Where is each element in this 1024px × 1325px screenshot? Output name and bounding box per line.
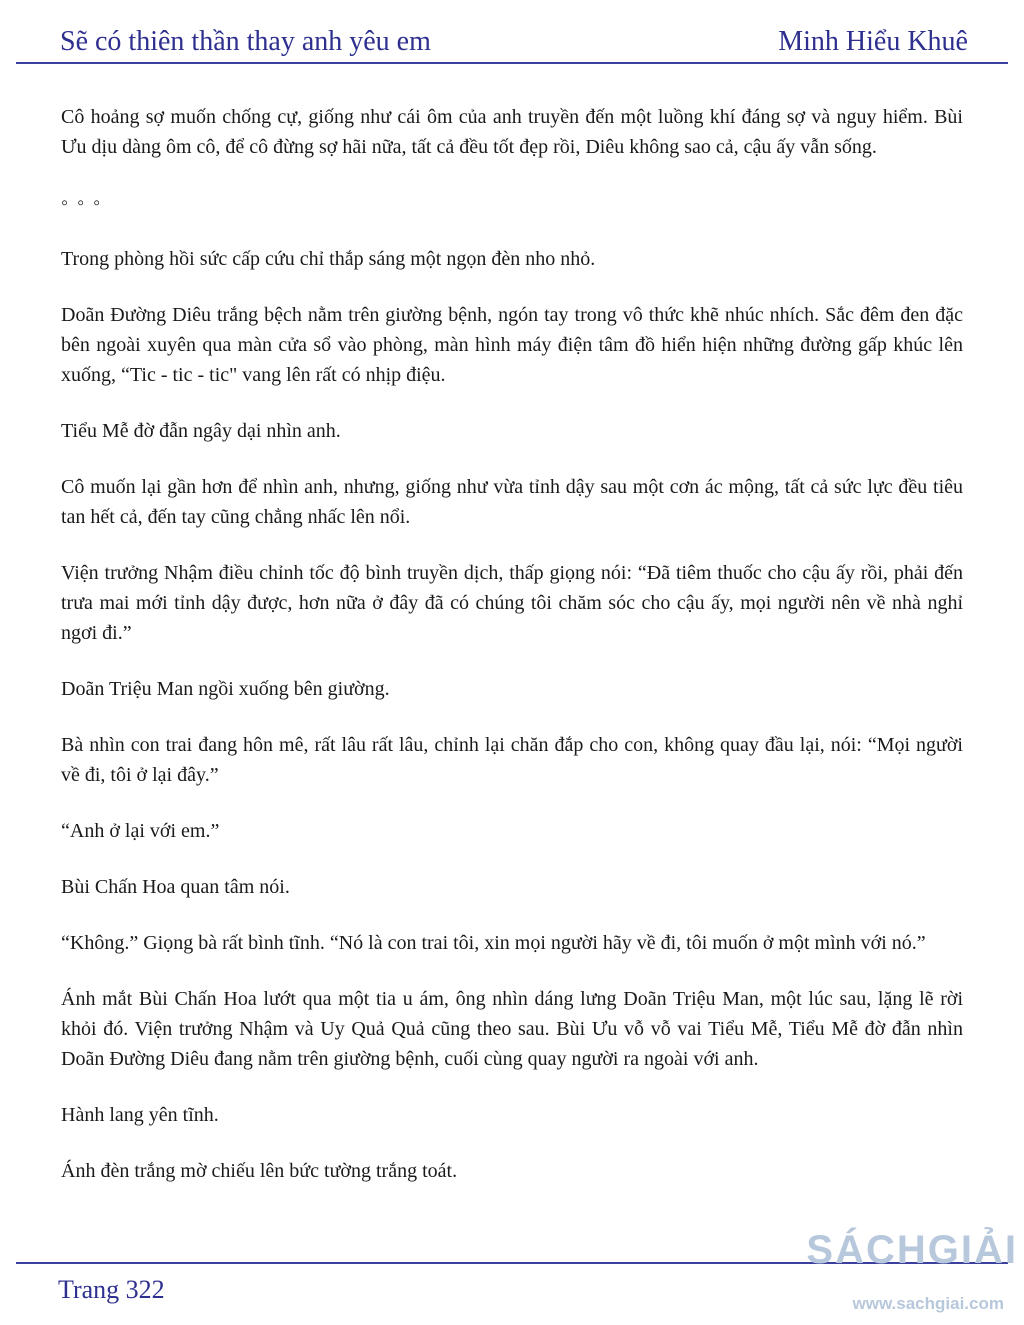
paragraph: Trong phòng hồi sức cấp cứu chỉ thắp sáng một ngọn đèn nho nhỏ.	[61, 248, 596, 270]
paragraph: “Anh ở lại với em.”	[61, 820, 220, 842]
book-title: Sẽ có thiên thần thay anh yêu em	[60, 26, 431, 57]
section-separator: ◦ ◦ ◦	[61, 192, 103, 214]
paragraph: Tiểu Mễ đờ đẫn ngây dại nhìn anh.	[61, 420, 341, 442]
paragraph: Doãn Đường Diêu trắng bệch nằm trên giường bệnh, ngón tay trong vô thức khẽ nhúc nhích. Sắc đêm đen đặc bên ngoài xuyên qua màn cửa sổ vào phòng, màn hình máy điện tâm đồ hiển hiện những đường gấp khúc lên xuống, “Tic - tic - tic" vang lên rất có nhịp điệu.	[61, 304, 963, 386]
watermark-logo: SÁCHGIẢI	[806, 1228, 1018, 1272]
page-number: Trang 322	[58, 1275, 165, 1304]
paragraph: Cô muốn lại gần hơn để nhìn anh, nhưng, giống như vừa tỉnh dậy sau một cơn ác mộng, tất cả sức lực đều tiêu tan hết cả, đến tay cũng chẳng nhấc lên nổi.	[61, 476, 963, 528]
paragraph: Hành lang yên tĩnh.	[61, 1104, 219, 1126]
paragraph: Viện trưởng Nhậm điều chỉnh tốc độ bình truyền dịch, thấp giọng nói: “Đã tiêm thuốc cho cậu ấy rồi, phải đến trưa mai mới tỉnh dậy được, hơn nữa ở đây đã có chúng tôi chăm sóc cho cậu ấy, mọi người nên về nhà nghỉ ngơi đi.”	[61, 562, 963, 644]
page-body	[61, 102, 963, 1212]
paragraph: Ánh đèn trắng mờ chiếu lên bức tường trắng toát.	[61, 1160, 458, 1182]
paragraph: Ánh mắt Bùi Chấn Hoa lướt qua một tia u ám, ông nhìn dáng lưng Doãn Triệu Man, một lúc sau, lặng lẽ rời khỏi đó. Viện trưởng Nhậm và Uy Quả Quả cũng theo sau. Bùi Ưu vỗ vỗ vai Tiểu Mễ, Tiểu Mễ đờ đẫn nhìn Doãn Đường Diêu đang nằm trên giường bệnh, cuối cùng quay người ra ngoài với anh.	[61, 988, 963, 1070]
site-watermark	[806, 1228, 1018, 1322]
paragraph: Bà nhìn con trai đang hôn mê, rất lâu rất lâu, chỉnh lại chăn đắp cho con, không quay đầu lại, nói: “Mọi người về đi, tôi ở lại đây.”	[61, 734, 963, 786]
paragraph: Cô hoảng sợ muốn chống cự, giống như cái ôm của anh truyền đến một luồng khí đáng sợ và nguy hiểm. Bùi Ưu dịu dàng ôm cô, để cô đừng sợ hãi nữa, tất cả đều tốt đẹp rồi, Diêu không sao cả, cậu ấy vẫn sống.	[61, 106, 963, 158]
author-name: Minh Hiểu Khuê	[778, 26, 968, 57]
page-header	[16, 18, 1008, 64]
paragraph: Bùi Chấn Hoa quan tâm nói.	[61, 876, 290, 898]
paragraph: Doãn Triệu Man ngồi xuống bên giường.	[61, 678, 390, 700]
paragraph: “Không.” Giọng bà rất bình tĩnh. “Nó là con trai tôi, xin mọi người hãy về đi, tôi muốn ở một mình với nó.”	[61, 932, 926, 954]
watermark-url: www.sachgiai.com	[852, 1294, 1004, 1313]
